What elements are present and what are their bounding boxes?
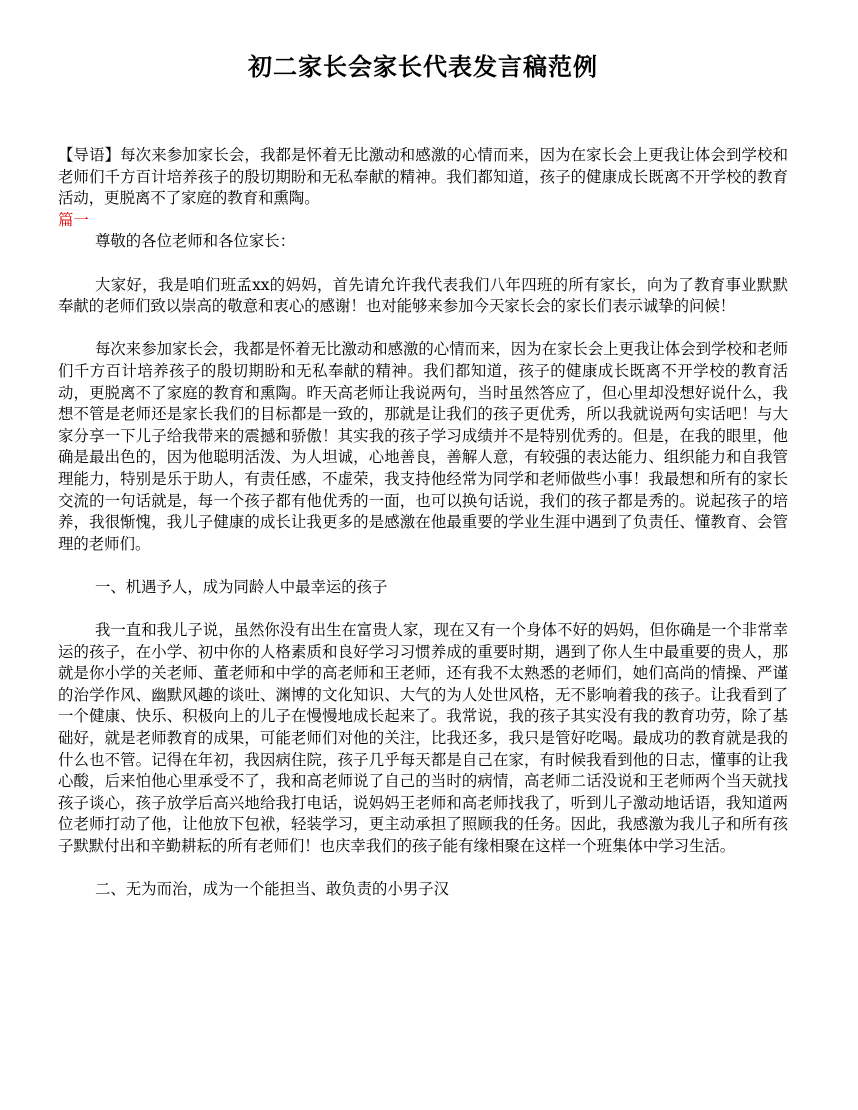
document-title: 初二家长会家长代表发言稿范例: [248, 53, 598, 81]
section-heading-2: 二、无为而治，成为一个能担当、敢负责的小男子汉: [95, 880, 449, 899]
paragraph-1: 大家好，我是咱们班孟xx的妈妈，首先请允许我代表我们八年四班的所有家长，向为了教育事业默默奉献的老师们致以崇高的敬意和衷心的感谢！也对能够来参加今天家长会的家长们表示诚挚的问候！: [58, 275, 788, 316]
section-heading-1: 一、机遇予人，成为同龄人中最幸运的孩子: [95, 577, 388, 596]
document-body: [58, 145, 788, 922]
greeting: 尊敬的各位老师和各位家长：: [95, 232, 296, 251]
section-label: 篇一: [58, 210, 89, 229]
lead-paragraph: 【导语】每次来参加家长会，我都是怀着无比激动和感激的心情而来，因为在家长会上更我让体会到学校和老师们千方百计培养孩子的殷切期盼和无私奉献的精神。我们都知道，孩子的健康成长既离不开学校的教育活动，更脱离不了家庭的教育和熏陶。: [58, 146, 788, 208]
paragraph-3: 我一直和我儿子说，虽然你没有出生在富贵人家，现在又有一个身体不好的妈妈，但你确是一个非常幸运的孩子，在小学、初中你的人格素质和良好学习习惯养成的重要时期，遇到了你人生中最重要的贵人，那就是你小学的关老师、董老师和中学的高老师和王老师，还有我不太熟悉的老师们，她们高尚的情操、严谨的治学作风、幽默风趣的谈吐、渊博的文化知识、大气的为人处世风格，无不影响着我的孩子。让我看到了一个健康、快乐、积极向上的儿子在慢慢地成长起来了。我常说，我的孩子其实没有我的教育功劳，除了基础好，就是老师教育的成果，可能老师们对他的关注，比我还多，我只是管好吃喝。最成功的教育就是我的什么也不管。记得在年初，我因病住院，孩子几乎每天都是自己在家，有时候我看到他的日志，懂事的让我心酸，后来怕他心里承受不了，我和高老师说了自己的当时的病情，高老师二话没说和王老师两个当天就找孩子谈心，孩子放学后高兴地给我打电话，说妈妈王老师和高老师找我了，听到儿子激动地话语，我知道两位老师打动了他，让他放下包袱，轻装学习，更主动承担了照顾我的任务。因此，我感激为我儿子和所有孩子默默付出和辛勤耕耘的所有老师们！也庆幸我们的孩子能有缘相聚在这样一个班集体中学习生活。: [58, 621, 788, 855]
paragraph-2: 每次来参加家长会，我都是怀着无比激动和感激的心情而来，因为在家长会上更我让体会到学校和老师们千方百计培养孩子的殷切期盼和无私奉献的精神。我们都知道，孩子的健康成长既离不开学校的教育活动，更脱离不了家庭的教育和熏陶。昨天高老师让我说两句，当时虽然答应了，但心里却没想好说什么，我想不管是老师还是家长我们的目标都是一致的，那就是让我们的孩子更优秀，所以我就说两句实话吧！与大家分享一下儿子给我带来的震撼和骄傲！其实我的孩子学习成绩并不是特别优秀的。但是，在我的眼里，他确是最出色的，因为他聪明活泼、为人坦诚，心地善良，善解人意，有较强的表达能力、组织能力和自我管理能力，特别是乐于助人，有责任感，不虚荣，我支持他经常为同学和老师做些小事！我最想和所有的家长交流的一句话就是，每一个孩子都有他优秀的一面，也可以换句话说，我们的孩子都是秀的。说起孩子的培养，我很惭愧，我儿子健康的成长让我更多的是感激在他最重要的学业生涯中遇到了负责任、懂教育、会管理的老师们。: [58, 340, 788, 553]
